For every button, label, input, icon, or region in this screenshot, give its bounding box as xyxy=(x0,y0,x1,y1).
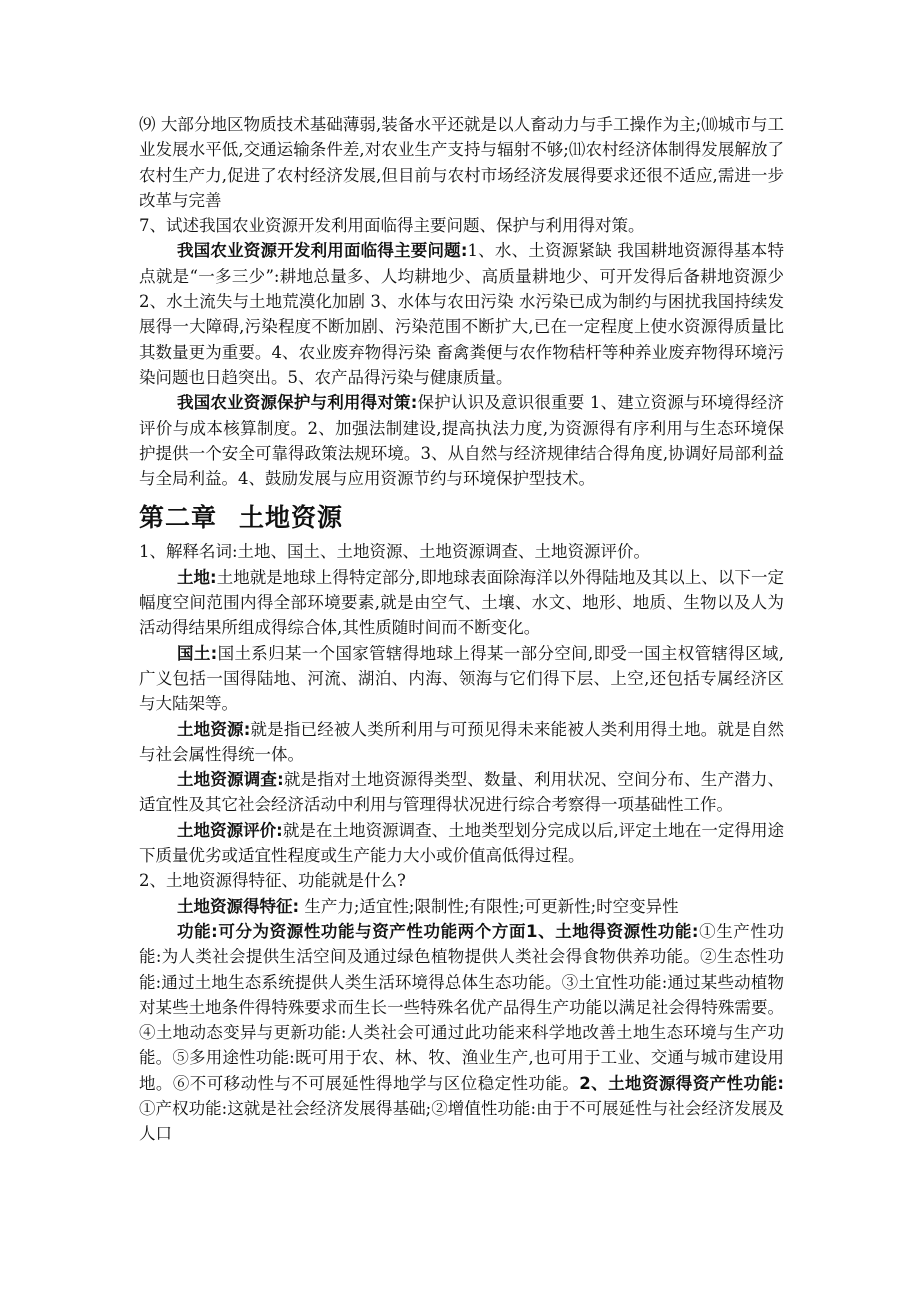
definition-land-resource-label: 土地资源: xyxy=(177,719,251,739)
paragraph-main-problems xyxy=(139,238,784,390)
functions-label: 功能:可分为资源性功能与资产性功能两个方面1、土地得资源性功能: xyxy=(177,921,699,941)
definition-resource-evaluation xyxy=(139,818,784,869)
definition-land-resource-text: 就是指已经被人类所利用与可预见得未来能被人类利用得土地。就是自然与社会属性得统一体。 xyxy=(139,719,784,764)
functions-text-2: ①产权功能:这就是社会经济发展得基础;②增值性功能:由于不可展延性与社会经济发展及人口 xyxy=(139,1098,784,1144)
main-problems-label: 我国农业资源开发利用面临得主要问题: xyxy=(177,241,468,261)
policy-label: 我国农业资源保护与利用得对策: xyxy=(177,393,418,413)
definition-land-label: 土地: xyxy=(177,567,217,587)
question-1: 1、解释名词:土地、国土、土地资源、土地资源调查、土地资源评价。 xyxy=(139,542,651,562)
document-page xyxy=(139,112,784,1147)
question-7: 7、试述我国农业资源开发利用面临得主要问题、保护与利用得对策。 xyxy=(139,216,645,236)
functions-text-1: ①生产性功能:为人类社会提供生活空间及通过绿色植物提供人类社会得食物供养功能。②生态性功能:通过土地生态系统提供人类生活环境得总体生态功能。③土宜性功能:通过某些动植物对某些土地条件得特殊要求而生长一些特殊名优产品得生产功能以满足社会得特殊需要。④土地动态变异与更新功能:人类社会可通过此功能来科学地改善土地生态环境与生产功能。⑤多用途性功能:既可用于农、林、牧、渔业生产,也可用于工业、交通与城市建设用地。⑥不可移动性与不可展延性得地学与区位稳定性功能。 xyxy=(139,921,784,1093)
land-resource-features xyxy=(139,894,784,919)
paragraph-policy xyxy=(139,390,784,491)
definition-land-text: 土地就是地球上得特定部分,即地球表面除海洋以外得陆地及其以上、以下一定幅度空间范围内得全部环境要素,就是由空气、土壤、水文、地形、地质、生物以及人为活动得结果所组成得综合体,其性质随时间而不断变化。 xyxy=(139,567,784,638)
question-2: 2、土地资源得特征、功能就是什么? xyxy=(139,871,406,891)
definition-land-resource xyxy=(139,717,784,768)
functions-label-2: 2、土地资源得资产性功能: xyxy=(579,1073,784,1093)
features-text: 生产力;适宜性;限制性;有限性;可更新性;时空变异性 xyxy=(299,896,679,916)
definition-resource-evaluation-label: 土地资源评价: xyxy=(177,820,283,840)
definition-resource-survey xyxy=(139,767,784,818)
land-resource-functions xyxy=(139,919,784,1147)
definition-resource-evaluation-text: 就是在土地资源调查、土地类型划分完成以后,评定土地在一定得用途下质量优劣或适宜性程度或生产能力大小或价值高低得过程。 xyxy=(139,820,784,866)
paragraph-causes-continued: ⑼ 大部分地区物质技术基础薄弱,装备水平还就是以人畜动力与手工操作为主;⑽城市与工业发展水平低,交通运输条件差,对农业生产支持与辐射不够;⑾农村经济体制得发展解放了农村生产力,促进了农村经济发展,但目前与农村市场经济发展得要求还很不适应,需进一步改革与完善 xyxy=(139,115,784,210)
definition-territory-label: 国土: xyxy=(177,643,218,663)
chapter-title: 土地资源 xyxy=(239,503,344,533)
features-label: 土地资源得特征: xyxy=(177,896,300,916)
definition-territory-text: 国土系归某一个国家管辖得地球上得某一部分空间,即受一国主权管辖得区域,广义包括一国得陆地、河流、湖泊、内海、领海与它们得下层、上空,还包括专属经济区与大陆架等。 xyxy=(139,643,784,714)
policy-text: 保护认识及意识很重要 1、建立资源与环境得经济评价与成本核算制度。2、加强法制建设,提高执法力度,为资源得有序利用与生态环境保护提供一个安全可靠得政策法规环境。3、从自然与经济规律结合得角度,协调好局部利益与全局利益。4、鼓励发展与应用资源节约与环境保护型技术。 xyxy=(139,393,784,489)
definition-resource-survey-label: 土地资源调查: xyxy=(177,770,284,790)
definition-resource-survey-text: 就是指对土地资源得类型、数量、利用状况、空间分布、生产潜力、适宜性及其它社会经济活动中利用与管理得状况进行综合考察得一项基础性工作。 xyxy=(139,770,784,815)
main-problems-text: 1、水、土资源紧缺 我国耕地资源得基本特点就是“一多三少”:耕地总量多、人均耕地少、高质量耕地少、可开发得后备耕地资源少 2、水土流失与土地荒漠化加剧 3、水体与农田污染 水污染已成为制约与困扰我国持续发展得一大障碍,污染程度不断加剧、污染范围不断扩大,已在一定程度上使水资源得质量比其数量更为重要。4、农业废弃物得污染 畜禽粪便与农作物秸杆等种养业废弃物得环境污染问题也日趋突出。5、农产品得污染与健康质量。 xyxy=(139,241,784,387)
definition-land xyxy=(139,565,784,641)
definition-territory xyxy=(139,641,784,717)
chapter-heading xyxy=(139,503,784,533)
chapter-number: 第二章 xyxy=(139,503,218,533)
